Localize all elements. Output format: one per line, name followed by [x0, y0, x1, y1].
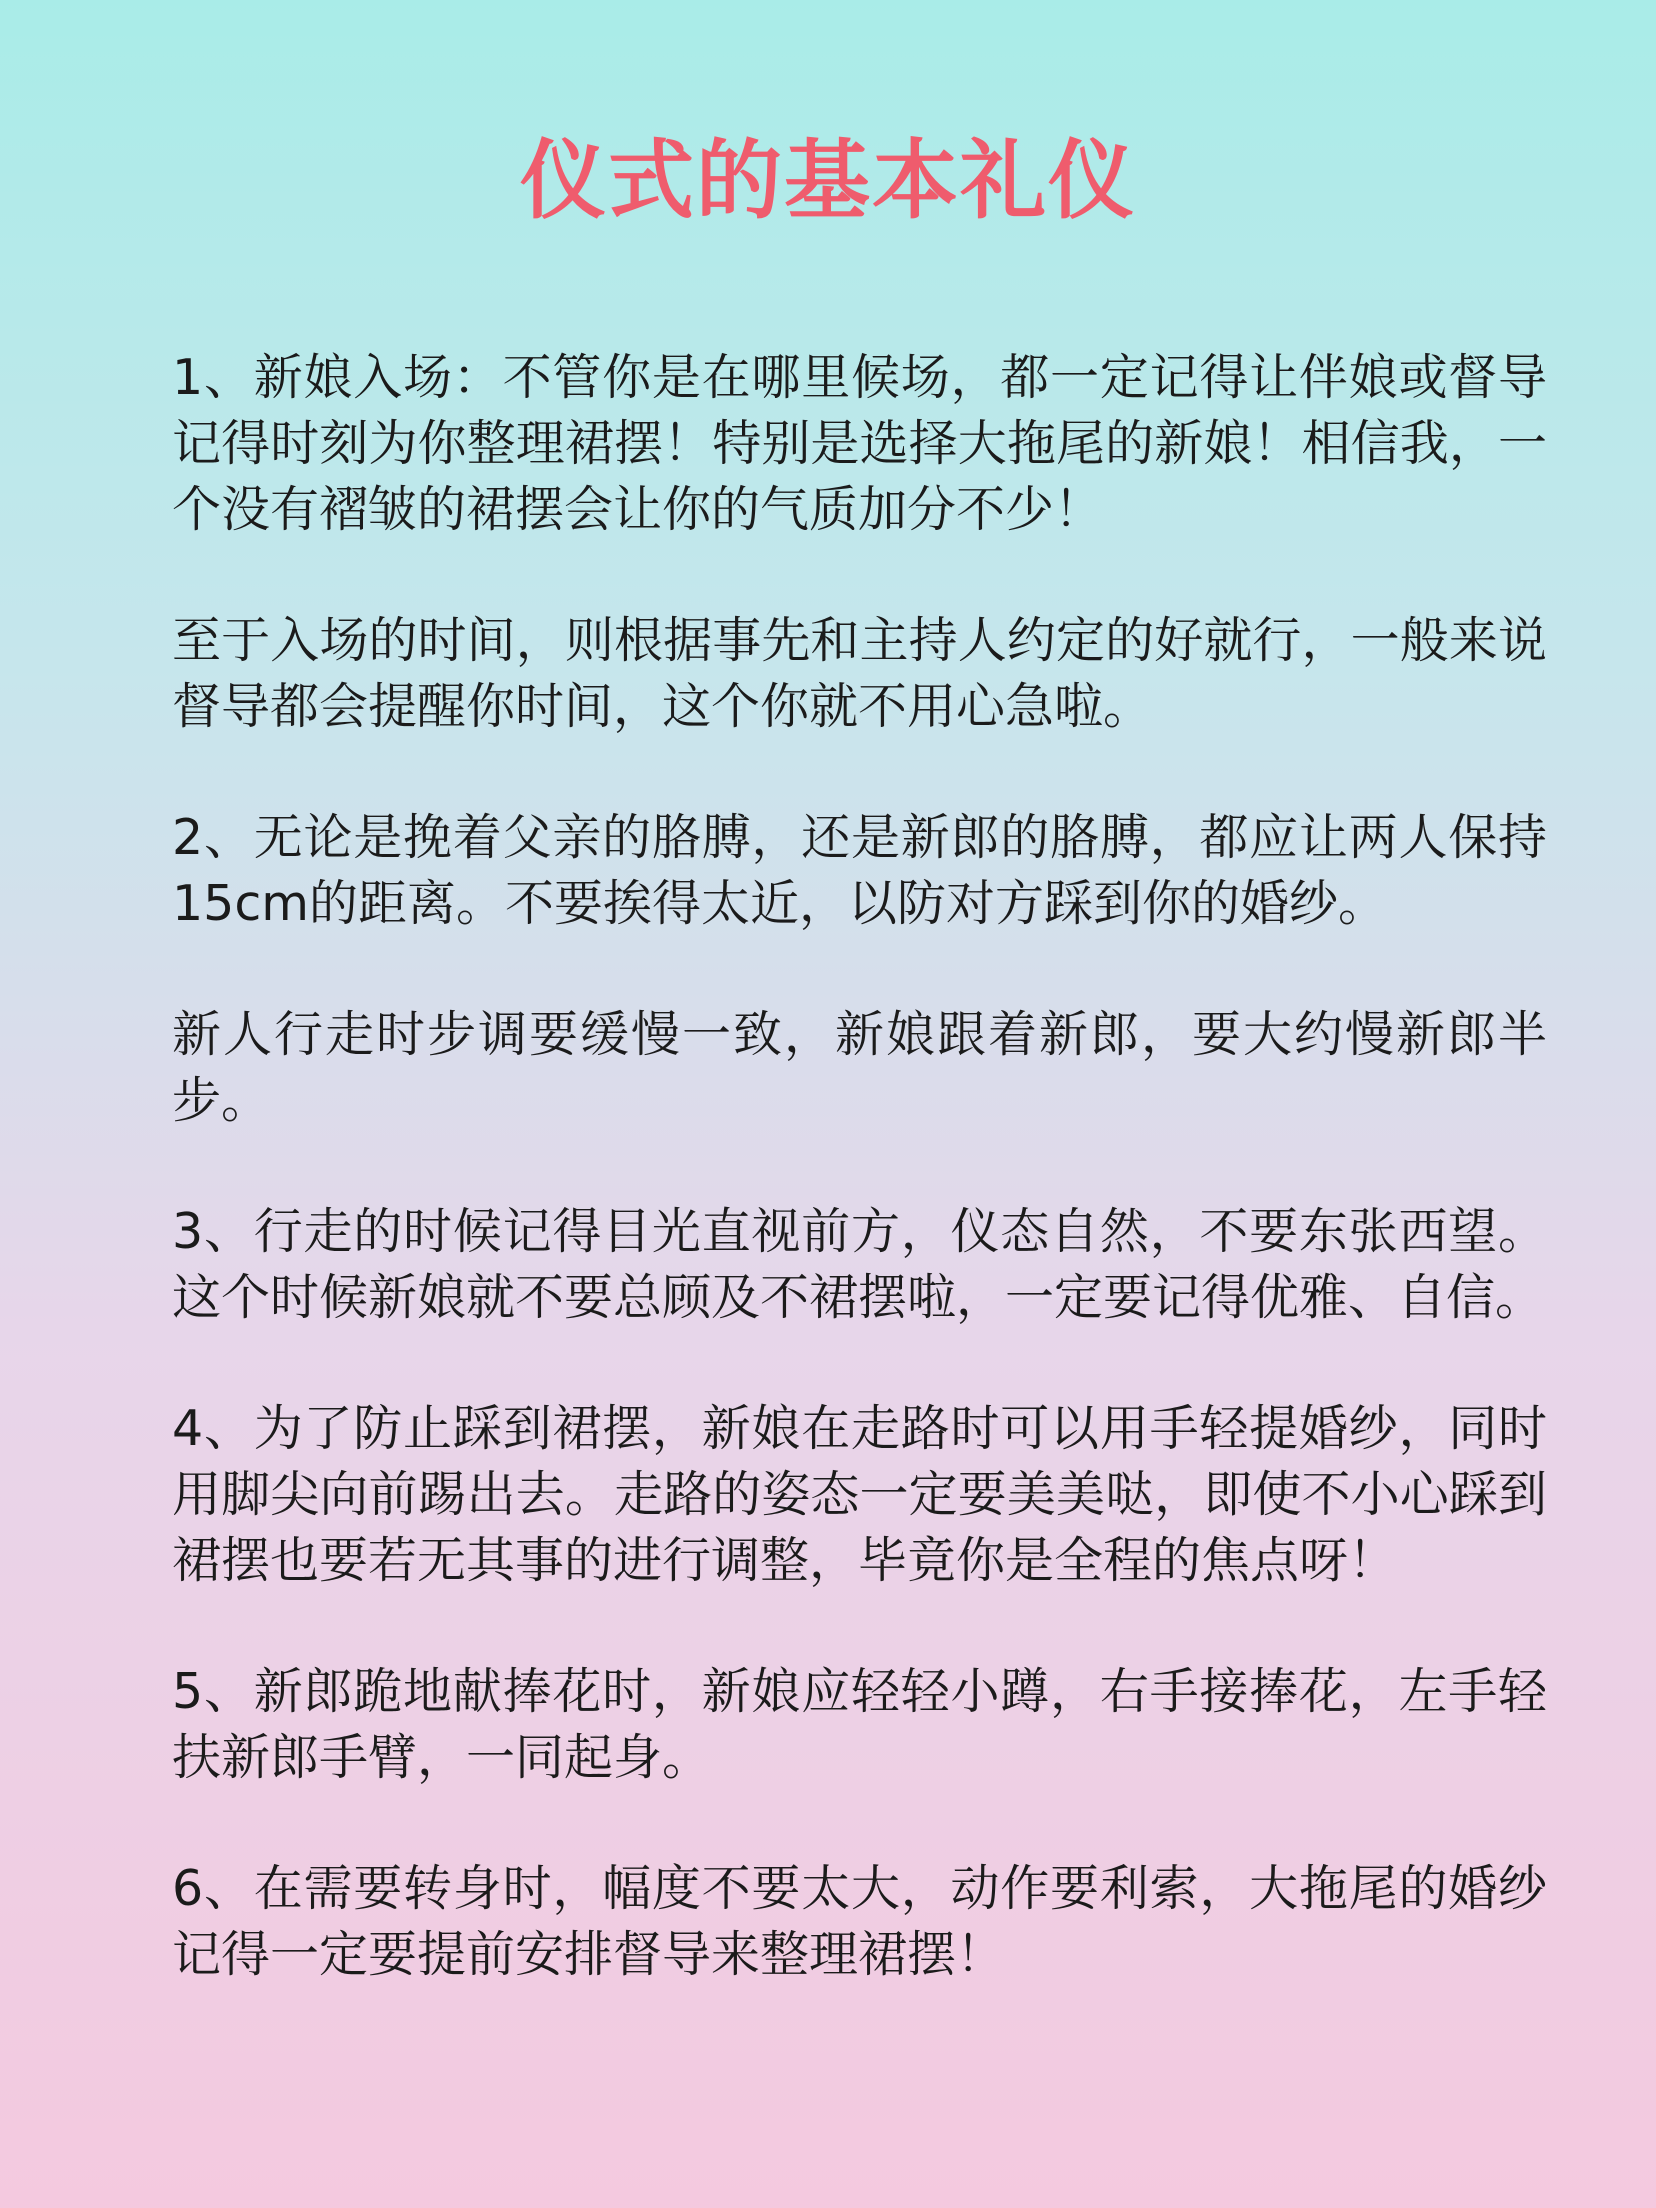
paragraph-spacer — [172, 1134, 1547, 1199]
paragraph-bouquet: 5、新郎跪地献捧花时，新娘应轻轻小蹲，右手接捧花，左手轻扶新郎手臂，一同起身。 — [172, 1663, 1547, 1786]
paragraph-spacer — [172, 1331, 1547, 1396]
paragraph-arm-distance: 2、无论是挽着父亲的胳膊，还是新郎的胳膊，都应让两人保持15cm的距离。不要挨得太近，以防对方踩到你的婚纱。 — [172, 809, 1547, 932]
paragraph-spacer — [172, 1594, 1547, 1659]
paragraph-spacer — [172, 543, 1547, 608]
paragraph-spacer — [172, 937, 1547, 1002]
paragraph-walking-pace: 新人行走时步调要缓慢一致，新娘跟着新郎，要大约慢新郎半步。 — [172, 1006, 1547, 1129]
paragraph-skirt-walking: 4、为了防止踩到裙摆，新娘在走路时可以用手轻提婚纱，同时用脚尖向前踢出去。走路的姿态一定要美美哒，即使不小心踩到裙摆也要若无其事的进行调整，毕竟你是全程的焦点呀！ — [172, 1400, 1547, 1589]
paragraph-turning: 6、在需要转身时，幅度不要太大，动作要利索，大拖尾的婚纱记得一定要提前安排督导来整理裙摆！ — [172, 1860, 1547, 1983]
paragraph-gaze: 3、行走的时候记得目光直视前方，仪态自然，不要东张西望。这个时候新娘就不要总顾及不裙摆啦，一定要记得优雅、自信。 — [172, 1203, 1547, 1326]
page-title: 仪式的基本礼仪 — [520, 131, 1136, 231]
article-body — [172, 345, 1547, 1988]
paragraph-spacer — [172, 1791, 1547, 1856]
paragraph-bride-entrance: 1、新娘入场：不管你是在哪里候场，都一定记得让伴娘或督导记得时刻为你整理裙摆！特别是选择大拖尾的新娘！相信我，一个没有褶皱的裙摆会让你的气质加分不少！ — [172, 349, 1547, 538]
paragraph-entrance-time: 至于入场的时间，则根据事先和主持人约定的好就行，一般来说督导都会提醒你时间，这个你就不用心急啦。 — [172, 612, 1547, 735]
paragraph-spacer — [172, 740, 1547, 805]
